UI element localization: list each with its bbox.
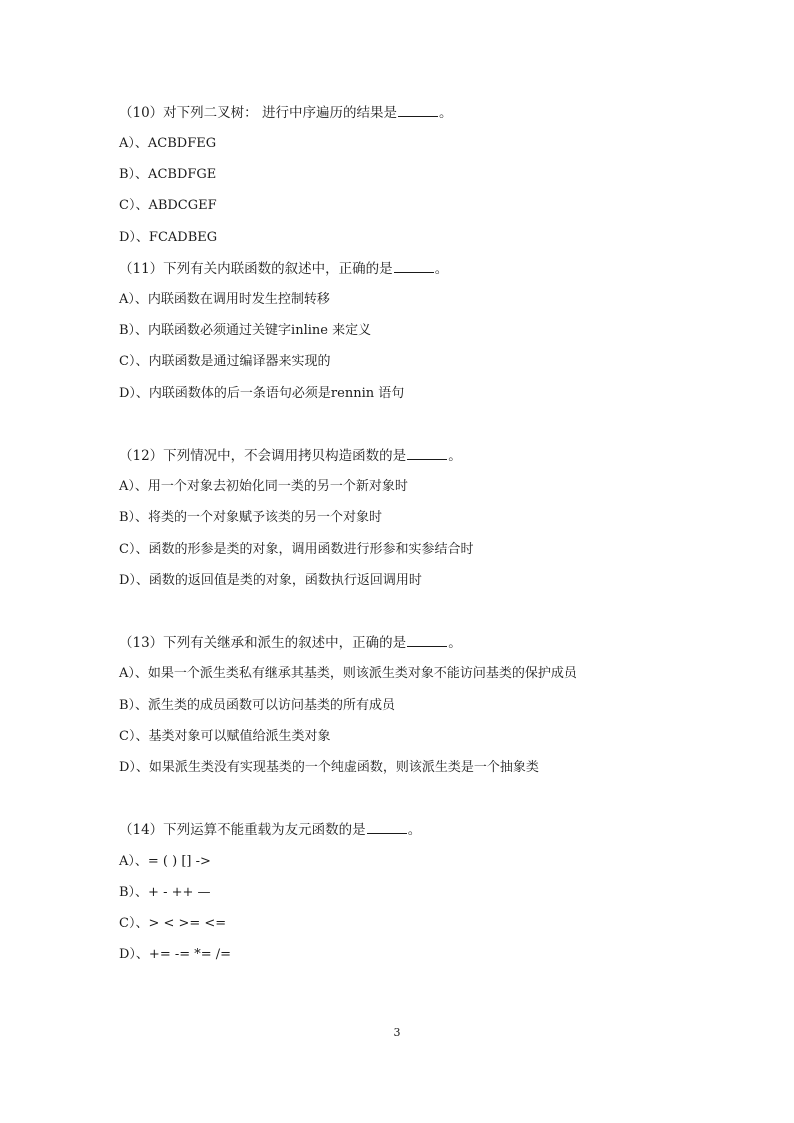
question-13-stem: （13）下列有关继承和派生的叙述中，正确的是 。 [119,635,462,651]
question-13-option-b: B）、派生类的成员函数可以访问基类的所有成员 [119,698,396,713]
answer-blank [398,105,438,117]
question-14-option-c: C）、> < >= <= [119,916,227,931]
question-11-option-a: A）、内联函数在调用时发生控制转移 [119,292,330,307]
question-14-option-a: A）、= ( ) [] -> [119,854,211,869]
question-12-option-d: D）、函数的返回值是类的对象，函数执行返回调用时 [119,573,422,588]
page-number: 3 [393,1026,401,1039]
question-11-option-b: B）、内联函数必须通过关键字inline 来定义 [119,323,372,338]
question-10-stem: （10）对下列二叉树： 进行中序遍历的结果是 。 [119,105,453,121]
question-10-option-a: A）、ACBDFEG [119,136,217,151]
question-14-option-d: D）、+= -= *= /= [119,947,232,962]
question-13-option-d: D）、如果派生类没有实现基类的一个纯虚函数，则该派生类是一个抽象类 [119,760,539,775]
question-12-option-c: C）、函数的形参是类的对象，调用函数进行形参和实参结合时 [119,542,474,557]
question-12-stem: （12）下列情况中，不会调用拷贝构造函数的是 。 [119,448,462,464]
answer-blank [407,448,447,460]
question-11-stem: （11）下列有关内联函数的叙述中，正确的是 。 [119,261,449,277]
question-13-option-c: C）、基类对象可以赋值给派生类对象 [119,729,331,744]
question-10-option-b: B）、ACBDFGE [119,167,217,182]
answer-blank [367,822,407,834]
question-10-option-c: C）、ABDCGEF [119,198,217,213]
question-12-option-a: A）、用一个对象去初始化同一类的另一个新对象时 [119,479,408,494]
answer-blank [407,635,447,647]
question-14-stem: （14）下列运算不能重载为友元函数的是 。 [119,822,422,838]
answer-blank [394,261,434,273]
question-11-option-c: C）、内联函数是通过编译器来实现的 [119,354,331,369]
question-12-option-b: B）、将类的一个对象赋予该类的另一个对象时 [119,510,383,525]
question-13-option-a: A）、如果一个派生类私有继承其基类，则该派生类对象不能访问基类的保护成员 [119,666,577,681]
question-11-option-d: D）、内联函数体的后一条语句必须是rennin 语句 [119,386,405,401]
question-14-option-b: B）、+ - ++ — [119,885,211,900]
question-10-option-d: D）、FCADBEG [119,230,218,245]
